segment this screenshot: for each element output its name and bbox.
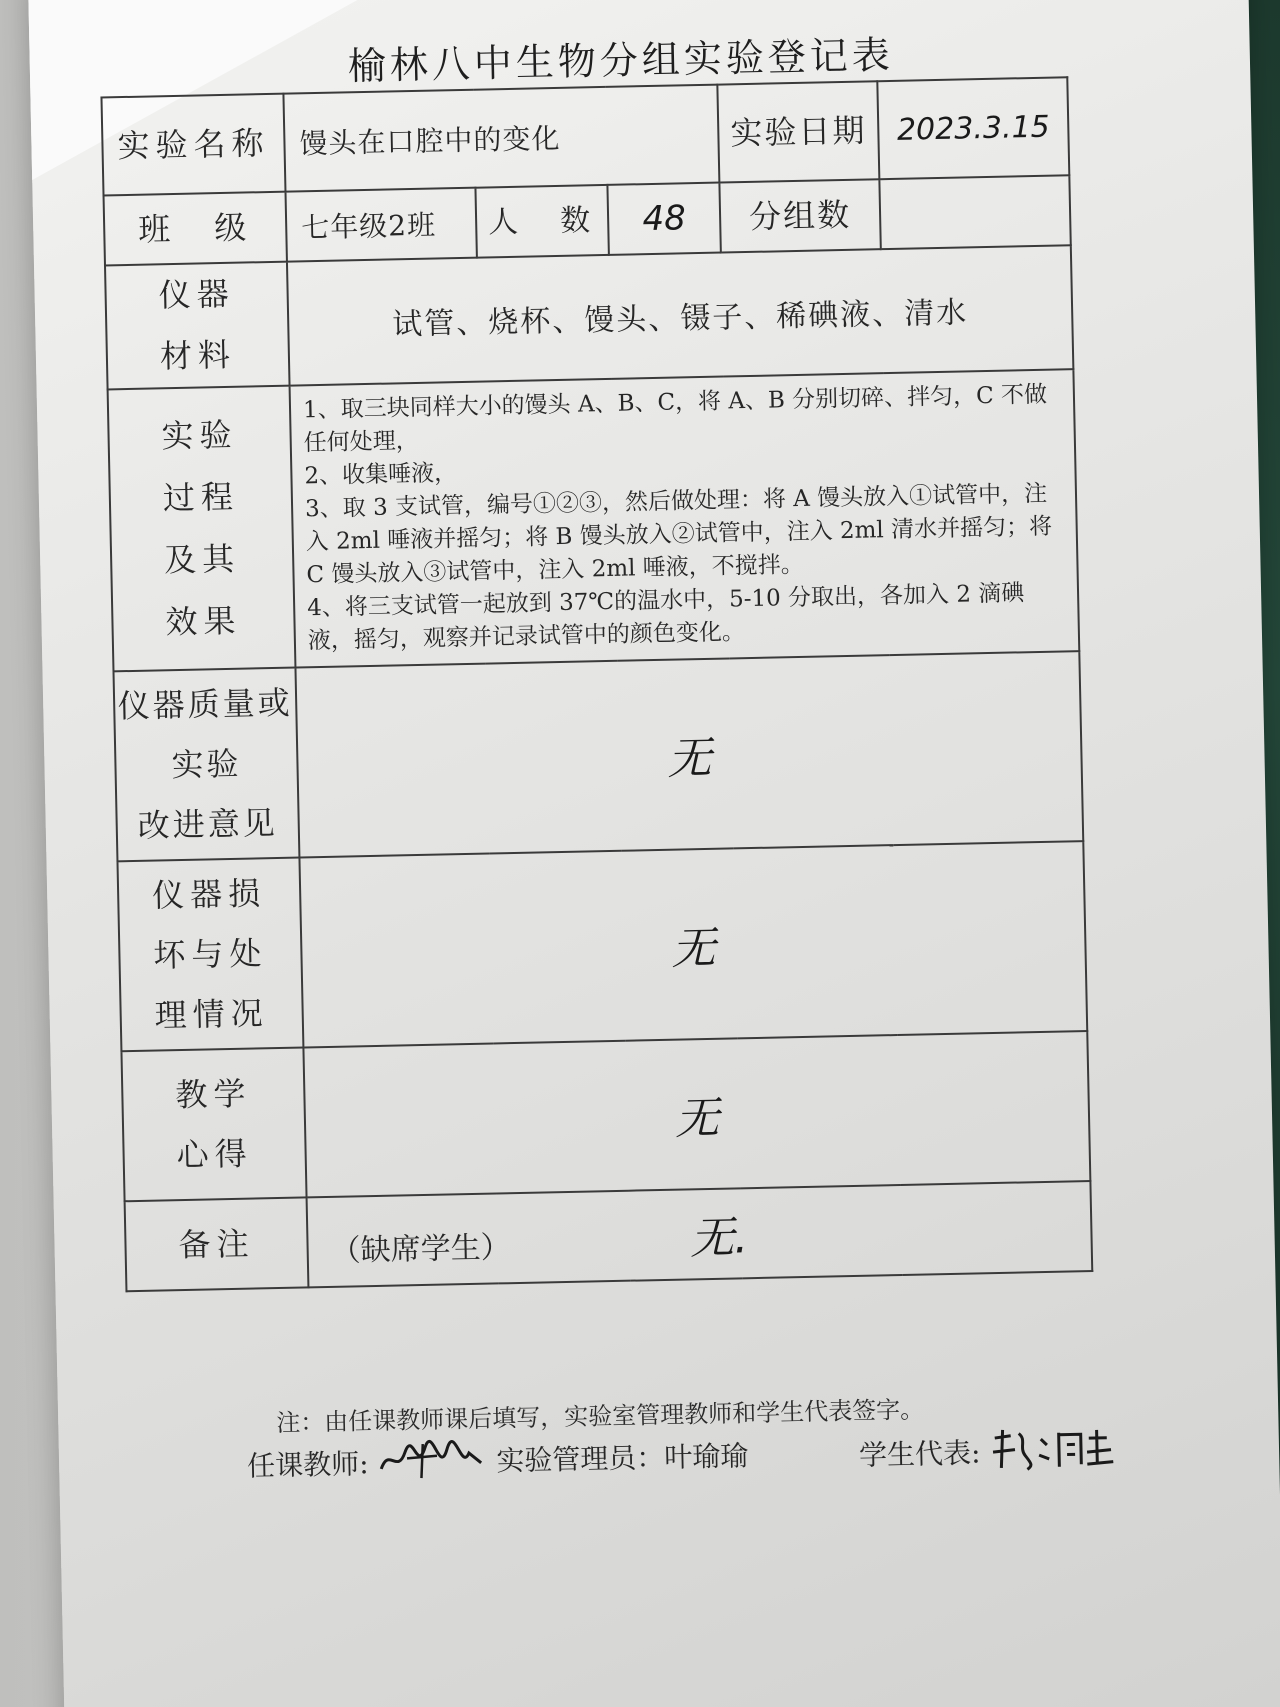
procedure-label: 实验 过程 及其 效果 <box>108 386 296 672</box>
procedure-step: 1、取三块同样大小的馒头 A、B、C，将 A、B 分别切碎、拌匀，C 不做任何处理， <box>302 381 1048 457</box>
improvement-label: 仪器质量或 实验 改进意见 <box>113 668 299 862</box>
student-signature-line <box>859 1423 1120 1476</box>
count-value: 48 <box>607 183 720 255</box>
materials-value: 试管、烧杯、馒头、镊子、稀碘液、清水 <box>287 245 1073 385</box>
remarks-value: 无. <box>689 1212 749 1265</box>
reflection-value: 无 <box>303 1031 1090 1197</box>
teacher-label: 任课教师: <box>246 1447 369 1483</box>
form-title: 榆林八中生物分组实验登记表 <box>347 32 895 89</box>
footer-note: 注：由任课教师课后填写，实验室管理教师和学生代表签字。 <box>275 1395 925 1438</box>
row-damage <box>117 841 1087 1051</box>
damage-value: 无 <box>299 841 1087 1047</box>
registration-table <box>100 76 1093 1292</box>
experiment-date-value: 2023.3.15 <box>877 77 1069 179</box>
procedure-step: 4、将三支试管一起放到 37℃的温水中，5-10 分取出，各加入 2 滴碘液，摇匀，观察并记录试管中的颜色变化。 <box>306 580 1025 655</box>
experiment-name-value: 馒头在口腔中的变化 <box>283 85 719 192</box>
experiment-name-label: 实验名称 <box>101 94 285 196</box>
experiment-date-label: 实验日期 <box>717 81 879 182</box>
row-teaching-reflection <box>121 1031 1090 1201</box>
remarks-cell <box>307 1181 1093 1287</box>
admin-label: 实验管理员：叶瑜瑜 <box>496 1439 749 1478</box>
row-procedure <box>108 369 1080 671</box>
count-label: 人 数 <box>475 185 608 258</box>
row-materials <box>105 245 1073 389</box>
class-label: 班 级 <box>104 192 287 266</box>
damage-label: 仪器损 坏与处 理情况 <box>117 858 303 1052</box>
remarks-label: 备注 <box>125 1197 309 1291</box>
procedure-step: 2、收集唾液， <box>304 460 458 490</box>
class-value: 七年级2班 <box>285 188 476 262</box>
reflection-label: 教学 心得 <box>121 1047 306 1201</box>
procedure-text <box>290 369 1080 667</box>
row-improvement <box>113 651 1083 861</box>
improvement-value: 无 <box>295 651 1083 857</box>
teacher-signature-line <box>247 1431 749 1485</box>
groups-value <box>879 175 1070 249</box>
student-signature-scribble <box>989 1423 1120 1474</box>
student-label: 学生代表: <box>858 1436 981 1472</box>
row-remarks <box>125 1181 1093 1291</box>
materials-label: 仪器 材料 <box>105 262 290 390</box>
groups-label: 分组数 <box>719 179 880 252</box>
registration-form-paper <box>28 0 1280 1707</box>
absent-students-label: （缺席学生） <box>330 1230 512 1269</box>
procedure-step: 3、取 3 支试管，编号①②③，然后做处理：将 A 馒头放入①试管中，注入 2ml 唾液并摇匀；将 B 馒头放入②试管中，注入 2ml 清水并摇匀；将 C 馒头放入③试管中，注入 2ml 唾液，不搅拌。 <box>304 480 1053 589</box>
teacher-signature-scribble <box>377 1437 488 1483</box>
